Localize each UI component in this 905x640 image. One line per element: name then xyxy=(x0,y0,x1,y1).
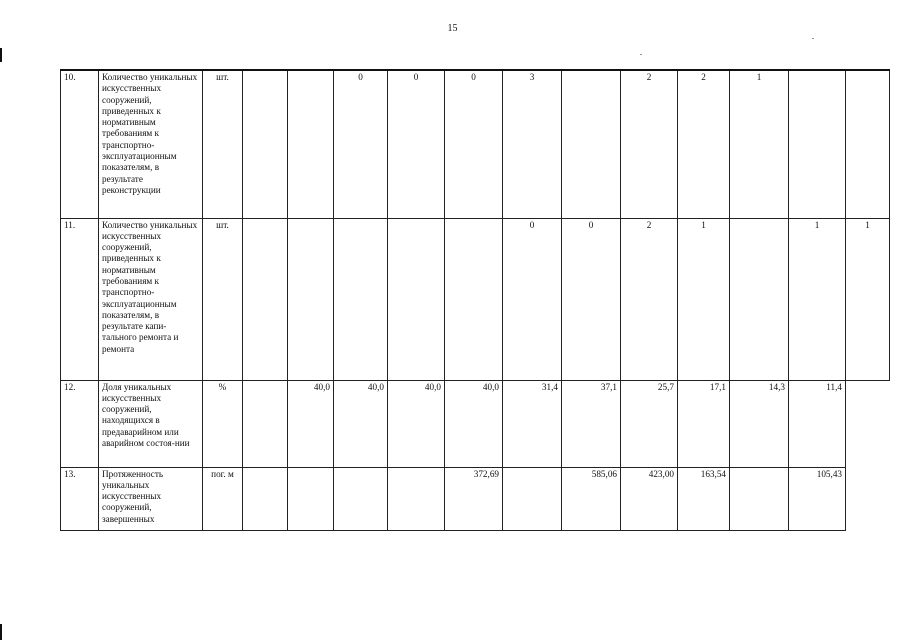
value-cell: 2 xyxy=(621,218,678,380)
value-cell: 40,0 xyxy=(388,380,445,467)
table-row xyxy=(61,467,890,530)
value-cell: 3 xyxy=(503,70,562,218)
value-cell: 163,54 xyxy=(678,467,730,530)
indicator-name: Протяженность уникальных искусственных сооружений, завершенных xyxy=(99,467,203,530)
empty-cell xyxy=(334,467,388,530)
value-cell: 1 xyxy=(846,218,890,380)
value-cell: 423,00 xyxy=(621,467,678,530)
table-row xyxy=(61,380,890,467)
value-cell: 40,0 xyxy=(288,380,334,467)
value-cell: 1 xyxy=(678,218,730,380)
value-cell xyxy=(334,218,388,380)
value-cell: 11,4 xyxy=(789,380,846,467)
value-cell: 37,1 xyxy=(562,380,621,467)
scan-edge-mark xyxy=(0,48,2,62)
indicator-name: Доля уникальных искусственных сооружений, находящихся в предаварийном или аварийном состоя-нии xyxy=(99,380,203,467)
indicator-name: Количество уникальных искусственных сооружений, приведенных к нормативным требованиям к транспортно-эксплуатационным показателям, в результате реконструкции xyxy=(99,70,203,218)
table-row xyxy=(61,218,890,380)
unit-cell: % xyxy=(203,380,243,467)
empty-cell xyxy=(243,218,288,380)
value-cell xyxy=(562,70,621,218)
empty-cell xyxy=(288,467,334,530)
indicators-table xyxy=(60,69,890,531)
value-cell: 40,0 xyxy=(445,380,503,467)
value-cell: 14,3 xyxy=(730,380,789,467)
value-cell: 372,69 xyxy=(445,467,503,530)
row-number: 13. xyxy=(61,467,99,530)
empty-cell xyxy=(243,467,288,530)
value-cell: 105,43 xyxy=(789,467,846,530)
empty-cell xyxy=(243,70,288,218)
empty-cell xyxy=(243,380,288,467)
empty-cell xyxy=(503,467,562,530)
value-cell: 31,4 xyxy=(503,380,562,467)
value-cell: 17,1 xyxy=(678,380,730,467)
value-cell xyxy=(388,218,445,380)
indicator-name: Количество уникальных искусственных сооружений, приведенных к нормативным требованиям к транспортно-эксплуатационным показателям, в результате капи-тального ремонта и ремонта xyxy=(99,218,203,380)
value-cell: 585,06 xyxy=(562,467,621,530)
empty-cell xyxy=(730,467,789,530)
value-cell: 0 xyxy=(388,70,445,218)
scan-edge-mark xyxy=(0,624,2,640)
unit-cell: шт. xyxy=(203,70,243,218)
empty-cell xyxy=(388,467,445,530)
unit-cell: шт. xyxy=(203,218,243,380)
table-row xyxy=(61,70,890,218)
scan-speck xyxy=(640,54,642,55)
empty-cell xyxy=(288,70,334,218)
value-cell: 0 xyxy=(334,70,388,218)
scan-speck xyxy=(812,38,814,39)
row-number: 10. xyxy=(61,70,99,218)
value-cell: 1 xyxy=(789,218,846,380)
value-cell: 2 xyxy=(621,70,678,218)
value-cell xyxy=(445,218,503,380)
value-cell xyxy=(730,218,789,380)
value-cell xyxy=(846,70,890,218)
unit-cell: пог. м xyxy=(203,467,243,530)
value-cell: 0 xyxy=(562,218,621,380)
page-number: 15 xyxy=(447,23,458,34)
value-cell xyxy=(789,70,846,218)
row-number: 12. xyxy=(61,380,99,467)
value-cell: 1 xyxy=(730,70,789,218)
value-cell: 2 xyxy=(678,70,730,218)
value-cell: 0 xyxy=(503,218,562,380)
row-number: 11. xyxy=(61,218,99,380)
value-cell: 40,0 xyxy=(334,380,388,467)
value-cell: 0 xyxy=(445,70,503,218)
empty-cell xyxy=(288,218,334,380)
value-cell: 25,7 xyxy=(621,380,678,467)
